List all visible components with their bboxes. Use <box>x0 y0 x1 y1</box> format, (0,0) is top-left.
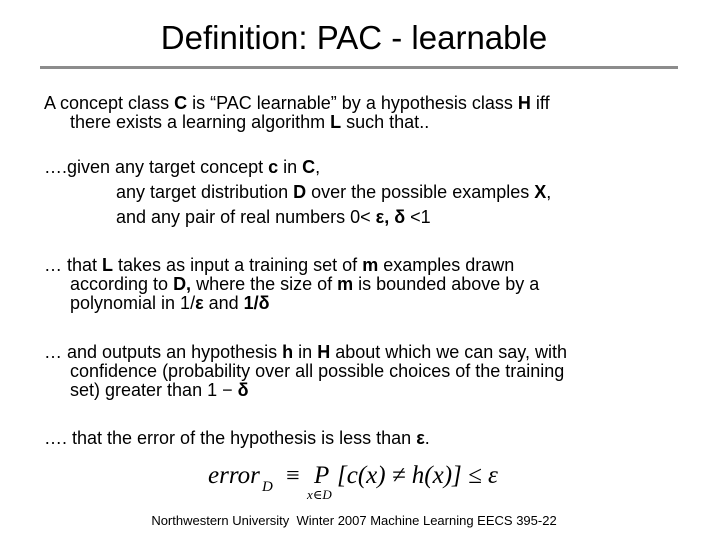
sample-size-m: m <box>337 274 354 294</box>
hypothesis-class-h: H <box>317 342 331 362</box>
text: there exists a learning algorithm <box>70 112 331 132</box>
intro-line-2 <box>44 113 550 132</box>
formula-sub-d: D <box>262 479 273 495</box>
formula-body: [c(x) ≠ h(x)] ≤ ε <box>337 462 498 489</box>
training-line-3 <box>44 294 539 313</box>
training-line-1 <box>44 256 539 275</box>
hypothesis-class-h: H <box>517 93 531 113</box>
examples-x: X <box>534 182 547 202</box>
epsilon-delta: ε, δ <box>375 207 406 227</box>
given-line-3 <box>44 205 551 230</box>
text: such that.. <box>341 112 430 132</box>
text: is bounded above by a <box>353 274 540 294</box>
text: where the size of <box>191 274 338 294</box>
slide-footer: Northwestern University Winter 2007 Machine Learning EECS 395-22 <box>151 513 557 528</box>
text: confidence (probability over all possible choices of the training <box>70 361 565 381</box>
text: and any pair of real numbers 0< <box>116 207 376 227</box>
text: iff <box>530 93 550 113</box>
text: … that <box>44 255 103 275</box>
output-line-3 <box>44 381 567 400</box>
delta: δ <box>237 380 249 400</box>
concept-class-c: C <box>302 157 316 177</box>
epsilon: ε <box>416 428 425 448</box>
training-line-2 <box>44 275 539 294</box>
text: <1 <box>405 207 431 227</box>
definition-intro <box>44 94 550 132</box>
text: takes as input a training set of <box>113 255 363 275</box>
text: about which we can say, with <box>330 342 567 362</box>
output-condition <box>44 343 567 400</box>
text: set) greater than 1 − <box>70 380 238 400</box>
slide-title: Definition: PAC - learnable <box>160 19 548 56</box>
distribution-d: D, <box>173 274 192 294</box>
given-line-1 <box>44 155 551 180</box>
text: in <box>293 342 318 362</box>
error-condition <box>44 429 430 448</box>
text: , <box>546 182 552 202</box>
algorithm-l: L <box>102 255 114 275</box>
training-condition <box>44 256 539 313</box>
sample-size-m: m <box>362 255 379 275</box>
title-divider <box>40 66 678 69</box>
error-formula <box>205 454 535 504</box>
given-line-2 <box>44 180 551 205</box>
text: . <box>424 428 430 448</box>
text: any target distribution <box>116 182 294 202</box>
formula-error: error <box>208 462 260 489</box>
text: ….given any target concept <box>44 157 269 177</box>
output-line-1 <box>44 343 567 362</box>
text: … and outputs an hypothesis <box>44 342 283 362</box>
text: …. that the error of the hypothesis is less than <box>44 428 417 448</box>
distribution-d: D <box>293 182 307 202</box>
epsilon: ε <box>195 293 204 313</box>
text: examples drawn <box>378 255 515 275</box>
given-conditions <box>44 155 551 230</box>
target-concept-c: c <box>268 157 279 177</box>
formula-sub-x: x∈D <box>307 487 332 502</box>
text: and <box>203 293 244 313</box>
text: in <box>278 157 303 177</box>
text: is “PAC learnable” by a hypothesis class <box>187 93 518 113</box>
text: polynomial in 1/ <box>70 293 196 313</box>
concept-class-c: C <box>174 93 188 113</box>
intro-line-1 <box>44 94 550 113</box>
text: , <box>315 157 321 177</box>
text: over the possible examples <box>306 182 535 202</box>
output-line-2 <box>44 362 567 381</box>
formula-p: P <box>314 462 330 489</box>
error-line <box>44 429 430 448</box>
text: according to <box>70 274 174 294</box>
formula-equiv: ≡ <box>286 463 300 489</box>
algorithm-l: L <box>330 112 342 132</box>
inverse-delta: 1/δ <box>243 293 270 313</box>
hypothesis-h: h <box>282 342 294 362</box>
text: A concept class <box>44 93 175 113</box>
